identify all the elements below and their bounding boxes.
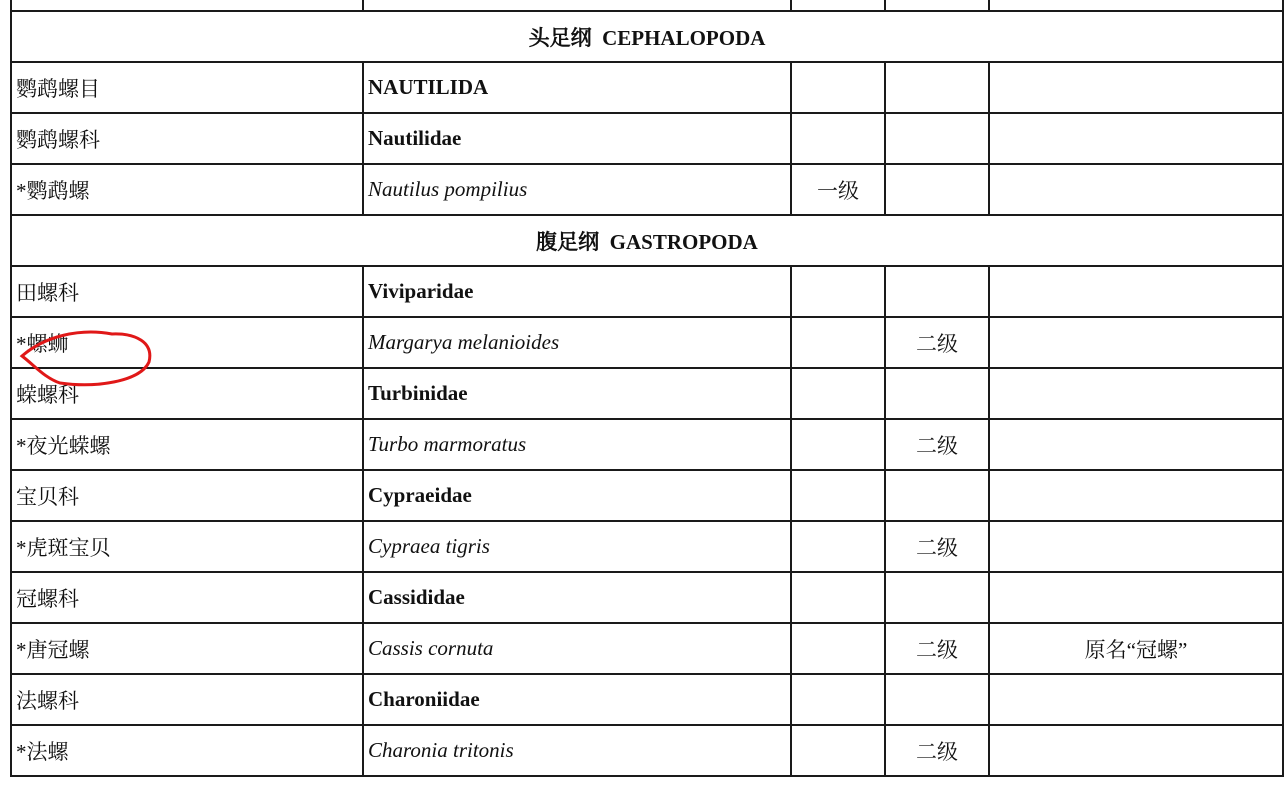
remark xyxy=(989,368,1283,419)
empty-cell xyxy=(363,0,791,11)
chinese-name: 蝾螺科 xyxy=(11,368,363,419)
latin-name: Cypraeidae xyxy=(363,470,791,521)
table-row xyxy=(11,572,1283,623)
protection-grade-1 xyxy=(791,368,885,419)
protection-grade-2: 二级 xyxy=(885,725,989,776)
protection-grade-1 xyxy=(791,62,885,113)
remark xyxy=(989,725,1283,776)
table-row xyxy=(11,317,1283,368)
chinese-name: *法螺 xyxy=(11,725,363,776)
latin-name: Cypraea tigris xyxy=(363,521,791,572)
latin-name: Cassis cornuta xyxy=(363,623,791,674)
empty-cell xyxy=(989,0,1283,11)
remark xyxy=(989,164,1283,215)
latin-name: Viviparidae xyxy=(363,266,791,317)
remark xyxy=(989,266,1283,317)
latin-name: Margarya melanioides xyxy=(363,317,791,368)
latin-name: Nautilidae xyxy=(363,113,791,164)
empty-cell xyxy=(11,0,363,11)
protection-grade-2 xyxy=(885,113,989,164)
table-row xyxy=(11,623,1283,674)
protection-grade-2 xyxy=(885,164,989,215)
latin-name: Turbo marmoratus xyxy=(363,419,791,470)
table-row xyxy=(11,725,1283,776)
class-header-row xyxy=(11,11,1283,62)
chinese-name: 法螺科 xyxy=(11,674,363,725)
chinese-name: *虎斑宝贝 xyxy=(11,521,363,572)
class-header: 腹足纲 GASTROPODA xyxy=(11,215,1283,266)
protection-grade-1 xyxy=(791,572,885,623)
protection-grade-1 xyxy=(791,419,885,470)
remark xyxy=(989,419,1283,470)
latin-name: NAUTILIDA xyxy=(363,62,791,113)
chinese-name: *唐冠螺 xyxy=(11,623,363,674)
protection-grade-1 xyxy=(791,674,885,725)
protection-grade-1 xyxy=(791,725,885,776)
chinese-name: 鹦鹉螺目 xyxy=(11,62,363,113)
protected-species-table xyxy=(10,0,1284,777)
table-row xyxy=(11,419,1283,470)
protection-grade-2 xyxy=(885,572,989,623)
latin-name: Nautilus pompilius xyxy=(363,164,791,215)
latin-name: Charonia tritonis xyxy=(363,725,791,776)
latin-name: Turbinidae xyxy=(363,368,791,419)
chinese-name: *鹦鹉螺 xyxy=(11,164,363,215)
remark xyxy=(989,113,1283,164)
remark xyxy=(989,62,1283,113)
protection-grade-1 xyxy=(791,623,885,674)
protection-grade-2 xyxy=(885,368,989,419)
chinese-name: 冠螺科 xyxy=(11,572,363,623)
empty-cell xyxy=(885,0,989,11)
table-row xyxy=(11,113,1283,164)
protection-grade-1: 一级 xyxy=(791,164,885,215)
remark xyxy=(989,470,1283,521)
chinese-name: *夜光蝾螺 xyxy=(11,419,363,470)
protection-grade-2 xyxy=(885,62,989,113)
latin-name: Charoniidae xyxy=(363,674,791,725)
protection-grade-2: 二级 xyxy=(885,623,989,674)
latin-name: Cassididae xyxy=(363,572,791,623)
table-row xyxy=(11,266,1283,317)
table-row xyxy=(11,470,1283,521)
protection-grade-2 xyxy=(885,470,989,521)
class-header: 头足纲 CEPHALOPODA xyxy=(11,11,1283,62)
protection-grade-2: 二级 xyxy=(885,317,989,368)
chinese-name: 鹦鹉螺科 xyxy=(11,113,363,164)
table-row xyxy=(11,368,1283,419)
protection-grade-2 xyxy=(885,674,989,725)
chinese-name: *螺蛳 xyxy=(11,317,363,368)
chinese-name: 宝贝科 xyxy=(11,470,363,521)
remark: 原名“冠螺” xyxy=(989,623,1283,674)
remark xyxy=(989,317,1283,368)
chinese-name: 田螺科 xyxy=(11,266,363,317)
protection-grade-2 xyxy=(885,266,989,317)
protection-grade-1 xyxy=(791,470,885,521)
table-row xyxy=(11,164,1283,215)
protection-grade-1 xyxy=(791,317,885,368)
protection-grade-1 xyxy=(791,266,885,317)
protection-grade-2: 二级 xyxy=(885,521,989,572)
empty-cell xyxy=(791,0,885,11)
table-row xyxy=(11,674,1283,725)
remark xyxy=(989,572,1283,623)
table-row-partial xyxy=(11,0,1283,11)
remark xyxy=(989,674,1283,725)
protection-grade-2: 二级 xyxy=(885,419,989,470)
protection-grade-1 xyxy=(791,113,885,164)
remark xyxy=(989,521,1283,572)
table-row xyxy=(11,62,1283,113)
table-row xyxy=(11,521,1283,572)
protection-grade-1 xyxy=(791,521,885,572)
class-header-row xyxy=(11,215,1283,266)
